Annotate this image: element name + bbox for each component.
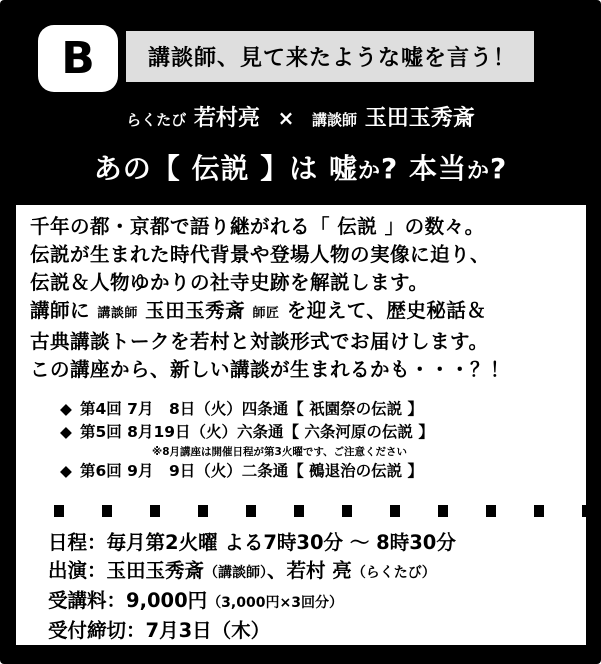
schedule-line: 日程：毎月第2火曜 よる7時30分 〜 8時30分 (48, 531, 456, 554)
headline-part2: か (357, 159, 381, 184)
guest-line (0, 101, 601, 132)
desc-line-2: 伝説が生まれた時代背景や登場人物の実像に迫り、 (30, 243, 491, 266)
headline-part4: か (467, 159, 491, 184)
desc-line-5: 古典講談トークを若村と対談形式でお届けします。 (30, 330, 489, 353)
desc-line-4d: 師匠 (252, 306, 280, 321)
desc-line-6: この講座から、新しい講談が生まれるかも・・・？！ (30, 358, 511, 381)
fee-a: 受講料：9,000円 (48, 589, 208, 612)
desc-line-1: 千年の都・京都で語り継がれる「 伝説 」の数々。 (30, 215, 485, 238)
desc-line-3: 伝説＆人物ゆかりの社寺史跡を解説します。 (30, 271, 429, 294)
info-lines (48, 529, 456, 645)
desc-line-4c: 玉田玉秀斎 (145, 299, 246, 322)
times-separator: × (277, 106, 295, 130)
session-item (60, 421, 560, 444)
tagline-banner: 講談師、見て来たような嘘を言う！ (126, 31, 534, 82)
description-panel (16, 205, 586, 505)
cast-b: （講談師） (204, 565, 268, 581)
course-badge: B (38, 25, 118, 92)
headline-part5: ? (490, 152, 508, 185)
cast-c: 、若村 亮 (267, 559, 352, 582)
description-text (30, 213, 578, 384)
fee-b: （3,000円×3回分） (207, 595, 343, 611)
cast-d: （らくたび） (351, 565, 436, 581)
session-item (60, 398, 560, 421)
diamond-icon: ◆ (60, 423, 72, 441)
diamond-icon: ◆ (60, 400, 72, 418)
guest1-title: らくたび (126, 111, 187, 129)
session-list (60, 398, 560, 483)
desc-line-4 (30, 297, 578, 328)
session-text: 第6回 9月 9日（火）二条通【 鵺退治の伝説 】 (80, 462, 424, 480)
deadline-line: 受付締切：7月3日（木） (48, 619, 271, 642)
headline-part1: あの【 伝説 】は 嘘 (93, 152, 358, 185)
dashed-divider (16, 505, 586, 517)
cast-line (48, 557, 456, 587)
headline-part3: ? 本当 (381, 152, 467, 185)
guest2-title: 講談師 (312, 111, 358, 129)
cast-a: 出演：玉田玉秀斎 (48, 559, 205, 582)
guest1-name: 若村亮 (193, 106, 260, 131)
diamond-icon: ◆ (60, 462, 72, 480)
headline (0, 147, 601, 187)
desc-line-4e: を迎えて、歴史秘話＆ (286, 299, 487, 322)
guest2-name: 玉田玉秀斎 (364, 106, 475, 131)
session-text: 第4回 7月 8日（火）四条通【 祇園祭の伝説 】 (80, 400, 424, 418)
desc-line-4a: 講師に (30, 299, 91, 322)
session-item (60, 460, 560, 483)
session-text: 第5回 8月19日（火）六条通【 六条河原の伝説 】 (80, 423, 434, 441)
info-panel (16, 517, 586, 645)
fee-line (48, 587, 456, 617)
session-note: ※8月講座は開催日程が第3火曜です、ご注意ください (152, 446, 407, 458)
desc-line-4b: 講談師 (97, 306, 138, 321)
